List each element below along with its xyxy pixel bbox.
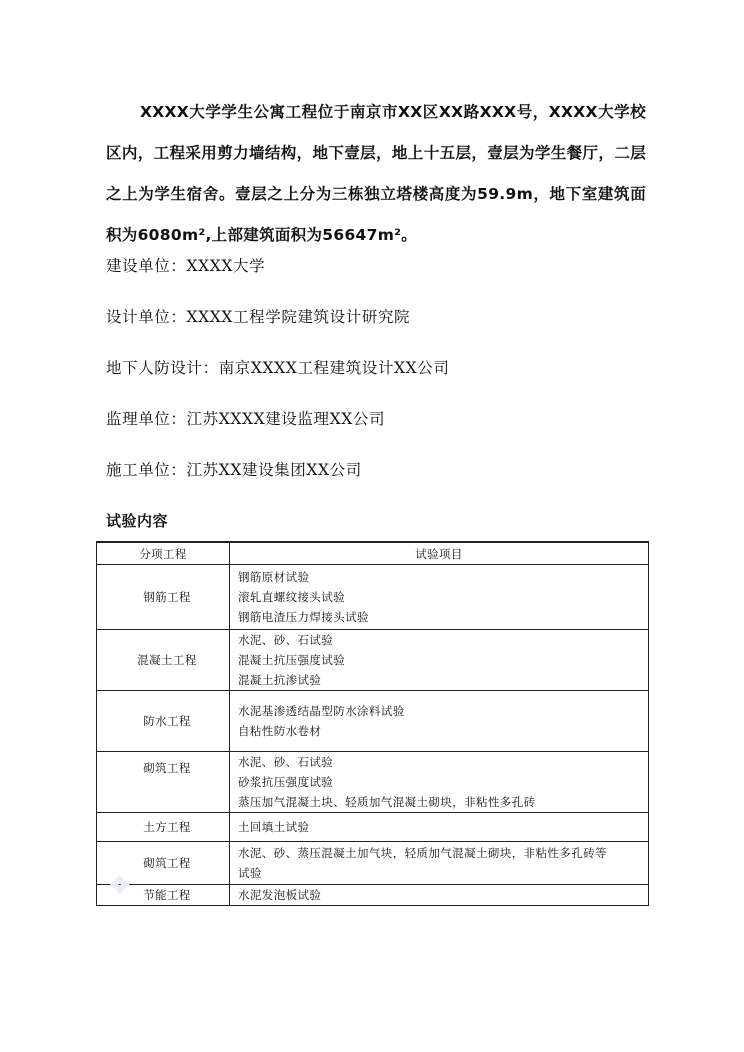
test-item: 蒸压加气混凝土块、轻质加气混凝土砌块，非粘性多孔砖	[238, 795, 536, 809]
test-item: 土回填土试验	[238, 820, 310, 834]
supervision-unit	[106, 407, 385, 429]
contractor-unit-value: 江苏XX建设集团XX公司	[186, 461, 362, 479]
civil-defense-design-value: 南京XXXX工程建筑设计XX公司	[218, 359, 450, 377]
test-item: 钢筋电渣压力焊接头试验	[238, 610, 369, 624]
test-item: 水泥发泡板试验	[238, 888, 322, 902]
table-row	[97, 842, 649, 885]
section-title: 试验内容	[106, 512, 169, 530]
test-item: 砂浆抗压强度试验	[238, 775, 334, 789]
construction-unit	[106, 254, 265, 276]
row-items	[230, 565, 649, 630]
test-item: 水泥、砂、蒸压混凝土加气块，轻质加气混凝土砌块，非粘性多孔砖等	[238, 846, 607, 860]
civil-defense-design-label: 地下人防设计：	[106, 359, 219, 377]
construction-unit-value: XXXX大学	[186, 257, 266, 275]
row-category: 节能工程	[97, 885, 230, 906]
row-category: 混凝土工程	[97, 630, 230, 691]
test-item: 水泥、砂、石试验	[238, 633, 334, 647]
test-content-table	[96, 541, 649, 906]
row-items	[230, 752, 649, 813]
civil-defense-design-unit	[106, 356, 450, 378]
table-row	[97, 565, 649, 630]
test-item: 混凝土抗压强度试验	[238, 653, 346, 667]
design-unit	[106, 305, 410, 327]
row-items	[230, 630, 649, 691]
table-header-row	[97, 542, 649, 565]
row-items	[230, 842, 649, 885]
table-row	[97, 691, 649, 752]
construction-unit-label: 建设单位：	[106, 257, 187, 275]
supervision-unit-value: 江苏XXXX建设监理XX公司	[186, 410, 386, 428]
table-row	[97, 885, 649, 906]
row-items	[230, 885, 649, 906]
header-test-items: 试验项目	[230, 542, 649, 565]
supervision-unit-label: 监理单位：	[106, 410, 187, 428]
row-category: 砌筑工程	[97, 842, 230, 885]
design-unit-label: 设计单位：	[106, 308, 187, 326]
design-unit-value: XXXX工程学院建筑设计研究院	[186, 308, 411, 326]
row-items	[230, 691, 649, 752]
test-item: 滚轧直螺纹接头试验	[238, 590, 346, 604]
test-item: 钢筋原材试验	[238, 570, 310, 584]
test-item: 自粘性防水卷材	[238, 724, 322, 738]
row-category: 砌筑工程	[97, 752, 230, 813]
watermark-icon: ❖	[108, 871, 132, 901]
row-items	[230, 813, 649, 842]
table-row	[97, 813, 649, 842]
table-row	[97, 630, 649, 691]
project-description: XXXX大学学生公寓工程位于南京市XX区XX路XXX号，XXXX大学校区内，工程采用剪力墙结构，地下壹层，地上十五层，壹层为学生餐厅，二层之上为学生宿舍。壹层之上分为三栋独立塔楼高度为59.9m，地下室建筑面积为6080m²,上部建筑面积为56647m²。	[106, 103, 646, 244]
test-item: 混凝土抗渗试验	[238, 673, 322, 687]
row-category: 防水工程	[97, 691, 230, 752]
row-category: 土方工程	[97, 813, 230, 842]
header-category: 分项工程	[97, 542, 230, 565]
test-item: 水泥基渗透结晶型防水涂料试验	[238, 704, 405, 718]
test-item: 试验	[238, 866, 262, 880]
test-item: 水泥、砂、石试验	[238, 755, 334, 769]
row-category: 钢筋工程	[97, 565, 230, 630]
table-row	[97, 752, 649, 813]
contractor-unit	[106, 458, 362, 480]
contractor-unit-label: 施工单位：	[106, 461, 187, 479]
